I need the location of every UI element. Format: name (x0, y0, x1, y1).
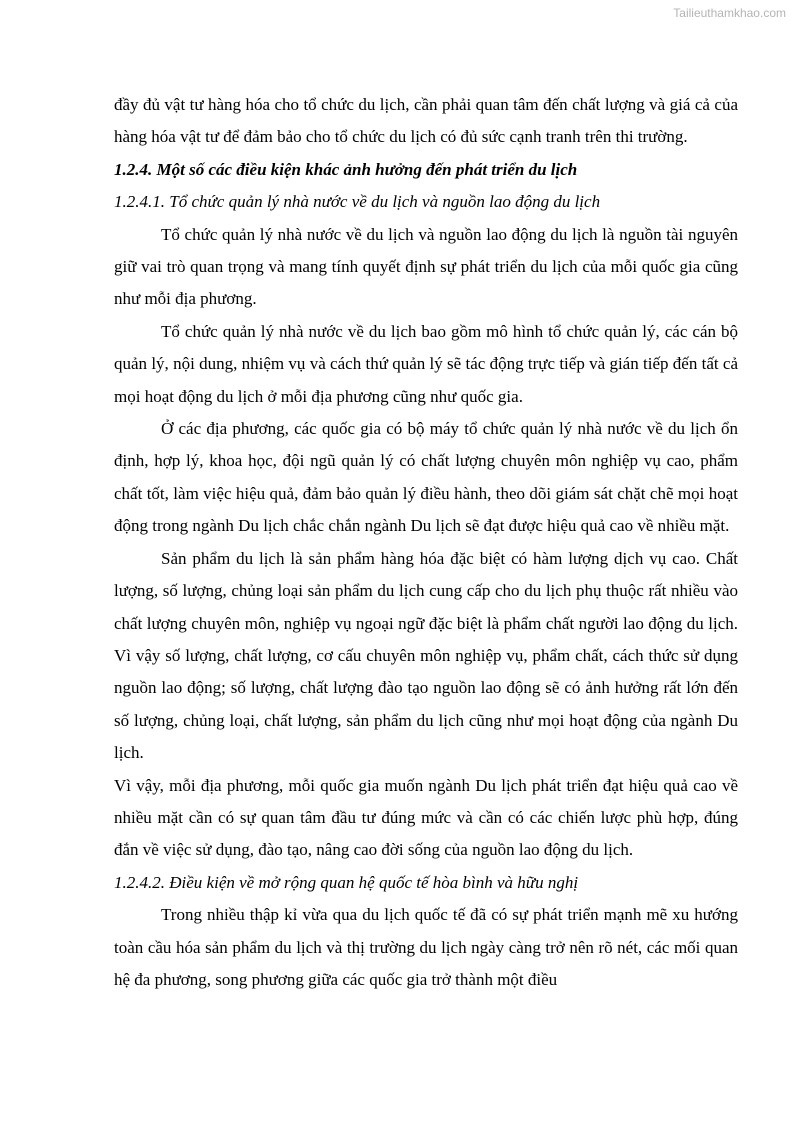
document-page (114, 89, 738, 996)
paragraph: Sản phẩm du lịch là sản phẩm hàng hóa đặc biệt có hàm lượng dịch vụ cao. Chất lượng, số lượng, chủng loại sản phẩm du lịch cung cấp cho du lịch phụ thuộc rất nhiều vào chất lượng chuyên môn, nghiệp vụ ngoại ngữ đặc biệt là phẩm chất người lao động du lịch. Vì vậy số lượng, chất lượng, cơ cấu chuyên môn nghiệp vụ, phẩm chất, cách thức sử dụng nguồn lao động; số lượng, chất lượng đào tạo nguồn lao động sẽ có ảnh hưởng rất lớn đến số lượng, chủng loại, chất lượng, sản phẩm du lịch cũng như mọi hoạt động của ngành Du lịch. (114, 548, 738, 763)
paragraph: Tổ chức quản lý nhà nước về du lịch bao gồm mô hình tổ chức quản lý, các cán bộ quản lý, nội dung, nhiệm vụ và cách thứ quản lý sẽ tác động trực tiếp và gián tiếp đến tất cả mọi hoạt động du lịch ở mỗi địa phương cũng như quốc gia. (114, 321, 738, 406)
paragraph: Vì vậy, mỗi địa phương, mỗi quốc gia muốn ngành Du lịch phát triển đạt hiệu quả cao về nhiều mặt cần có sự quan tâm đầu tư đúng mức và cần có các chiến lược phù hợp, đúng đắn về việc sử dụng, đào tạo, nâng cao đời sống của nguồn lao động du lịch. (114, 775, 738, 860)
paragraph: Tổ chức quản lý nhà nước về du lịch và nguồn lao động du lịch là nguồn tài nguyên giữ vai trò quan trọng và mang tính quyết định sự phát triển du lịch của mỗi quốc gia cũng như mỗi địa phương. (114, 224, 738, 309)
site-watermark: Tailieuthamkhao.com (673, 6, 786, 20)
paragraph: Ở các địa phương, các quốc gia có bộ máy tổ chức quản lý nhà nước về du lịch ổn định, hợp lý, khoa học, đội ngũ quản lý có chất lượng chuyên môn nghiệp vụ cao, phẩm chất tốt, làm việc hiệu quả, đảm bảo quản lý điều hành, theo dõi giám sát chặt chẽ mọi hoạt động trong ngành Du lịch chắc chắn ngành Du lịch sẽ đạt được hiệu quả cao về nhiều mặt. (114, 419, 738, 536)
subsection-heading-1-2-4-1: 1.2.4.1. Tổ chức quản lý nhà nước về du lịch và nguồn lao động du lịch (114, 192, 601, 212)
paragraph: Trong nhiều thập kỉ vừa qua du lịch quốc tế đã có sự phát triển mạnh mẽ xu hướng toàn cầu hóa sản phẩm du lịch và thị trường du lịch ngày càng trở nên rõ nét, các mối quan hệ đa phương, song phương giữa các quốc gia trở thành một điều (114, 905, 738, 989)
section-heading-1-2-4: 1.2.4. Một số các điều kiện khác ảnh hưởng đến phát triển du lịch (114, 159, 578, 179)
paragraph-continued: đầy đủ vật tư hàng hóa cho tổ chức du lịch, cần phải quan tâm đến chất lượng và giá cả của hàng hóa vật tư để đảm bảo cho tổ chức du lịch có đủ sức cạnh tranh trên thi trường. (114, 95, 738, 147)
subsection-heading-1-2-4-2: 1.2.4.2. Điều kiện về mở rộng quan hệ quốc tế hòa bình và hữu nghị (114, 872, 579, 892)
